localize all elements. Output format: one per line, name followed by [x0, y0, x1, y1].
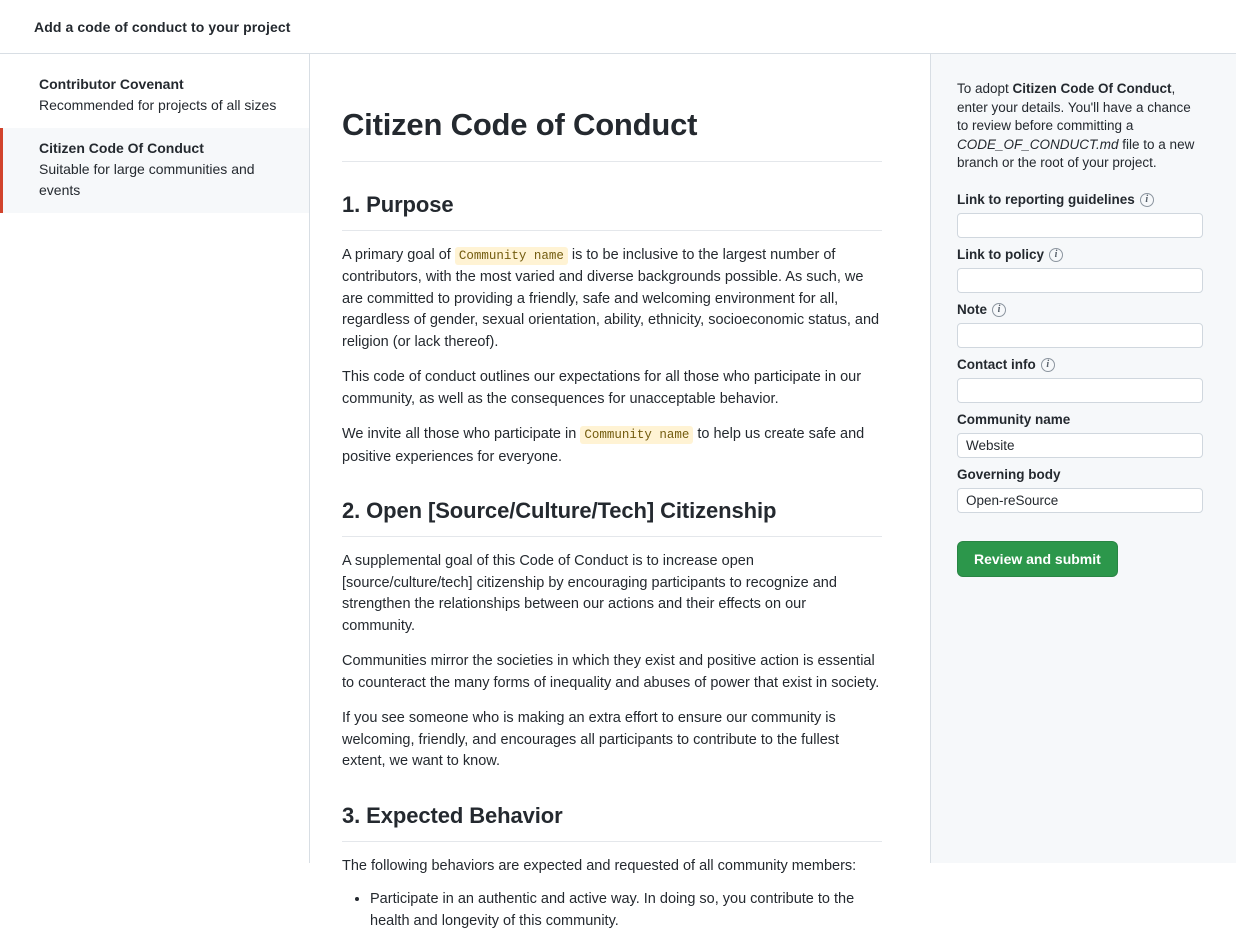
- field-label: [957, 246, 1202, 264]
- field-input[interactable]: [957, 433, 1203, 458]
- page-title: Add a code of conduct to your project: [34, 18, 291, 35]
- info-icon[interactable]: i: [1041, 358, 1055, 372]
- field-label: [957, 301, 1202, 319]
- field-input[interactable]: [957, 323, 1203, 348]
- paragraph-text: If you see someone who is making an extra effort to ensure our community is welcoming, friendly, and encourages all participants to contribute to the fullest extent, we want to know.: [342, 710, 840, 770]
- paragraph-text: A primary goal of: [342, 246, 455, 263]
- form-field: [957, 191, 1202, 238]
- section-paragraph: [342, 651, 882, 694]
- field-label: [957, 411, 1202, 429]
- section-bullet-list: [342, 889, 882, 932]
- section-paragraph: [342, 856, 882, 878]
- document-title: Citizen Code of Conduct: [342, 106, 882, 162]
- document-sections: [342, 192, 882, 932]
- adopt-code-name: Citizen Code Of Conduct: [1012, 81, 1172, 96]
- form-field: [957, 411, 1202, 458]
- adopt-middle: , enter your details. You'll have a chance to review before committing a: [957, 81, 1191, 133]
- field-label: [957, 466, 1202, 484]
- info-icon[interactable]: i: [1049, 248, 1063, 262]
- adopt-panel: [930, 54, 1236, 863]
- paragraph-text: Communities mirror the societies in which they exist and positive action is essential to counteract the many forms of inequality and abuses of power that exist in society.: [342, 653, 880, 691]
- field-label-text: Contact info: [957, 356, 1036, 372]
- paragraph-text: The following behaviors are expected and requested of all community members:: [342, 857, 857, 874]
- field-label-text: Community name: [957, 411, 1071, 427]
- field-input[interactable]: [957, 488, 1203, 513]
- review-and-submit-button[interactable]: Review and submit: [957, 541, 1118, 577]
- section-paragraph: [342, 424, 882, 468]
- field-input[interactable]: [957, 268, 1203, 293]
- sidebar-item-contributor-covenant[interactable]: [0, 64, 309, 128]
- field-label: [957, 356, 1202, 374]
- sidebar: [0, 54, 310, 863]
- paragraph-text: is to be inclusive to the largest number of contributors, with the most varied and diverse backgrounds possible. As such, we are committed to providing a friendly, safe and welcoming environment for all, regardless of gender, sexual orientation, ability, ethnicity, socioeconomic status, and religion (or lack thereof).: [342, 246, 880, 350]
- page-body: [0, 54, 1236, 929]
- adopt-prefix: To adopt: [957, 81, 1013, 96]
- field-input[interactable]: [957, 378, 1203, 403]
- paragraph-text: We invite all those who participate in: [342, 426, 581, 443]
- field-label-text: Governing body: [957, 466, 1061, 482]
- template-variable: Community name: [455, 247, 568, 265]
- form-field: [957, 246, 1202, 293]
- adopt-description: [957, 80, 1202, 173]
- section-heading: 2. Open [Source/Culture/Tech] Citizenship: [342, 498, 882, 537]
- info-icon[interactable]: i: [992, 303, 1006, 317]
- paragraph-text: A supplemental goal of this Code of Conduct is to increase open [source/culture/tech] citizenship by encouraging participants to recognize and strengthen the relationships between our actions and their effects on our community.: [342, 553, 837, 634]
- sidebar-item-title: Contributor Covenant: [39, 76, 184, 92]
- section-paragraph: [342, 708, 882, 773]
- list-item: • Participate in an authentic and active way. In doing so, you contribute to the health and longevity of this community.: [370, 889, 882, 932]
- document-content: [310, 54, 930, 929]
- section-paragraph: [342, 551, 882, 637]
- sidebar-item-citizen-code-of-conduct[interactable]: [0, 128, 309, 213]
- section-heading: 3. Expected Behavior: [342, 803, 882, 842]
- form-field: [957, 466, 1202, 513]
- field-input[interactable]: [957, 213, 1203, 238]
- field-label-text: Note: [957, 301, 987, 317]
- adopt-form-fields: [957, 191, 1202, 513]
- adopt-suffix: file to a new branch or the root of your project.: [957, 136, 1195, 170]
- form-field: [957, 301, 1202, 348]
- template-variable: Community name: [580, 426, 693, 444]
- info-icon[interactable]: i: [1140, 193, 1154, 207]
- field-label: [957, 191, 1202, 209]
- sidebar-item-description: Suitable for large communities and events: [39, 161, 255, 198]
- form-field: [957, 356, 1202, 403]
- sidebar-item-title: Citizen Code Of Conduct: [39, 140, 204, 156]
- paragraph-text: This code of conduct outlines our expectations for all those who participate in our community, as well as the consequences for unacceptable behavior.: [342, 369, 862, 407]
- field-label-text: Link to policy: [957, 246, 1045, 262]
- section-paragraph: [342, 367, 882, 410]
- section-heading: 1. Purpose: [342, 192, 882, 231]
- paragraph-text: to help us create safe and positive experiences for everyone.: [342, 426, 865, 465]
- adopt-filename: CODE_OF_CONDUCT.md: [957, 136, 1119, 152]
- section-paragraph: [342, 245, 882, 354]
- sidebar-item-description: Recommended for projects of all sizes: [39, 97, 277, 113]
- field-label-text: Link to reporting guidelines: [957, 191, 1135, 207]
- page-header: [0, 0, 1236, 54]
